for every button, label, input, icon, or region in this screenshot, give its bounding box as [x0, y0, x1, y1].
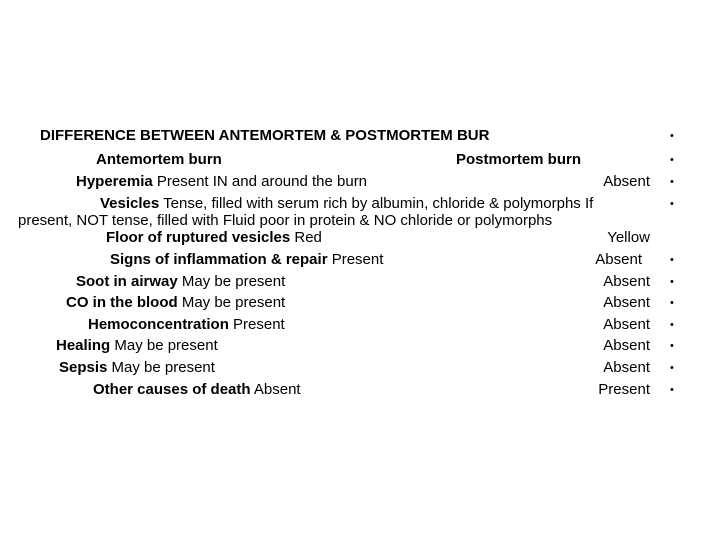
- row-vesicles-continued: present, NOT tense, filled with Fluid poor in protein & NO chloride or polymorphs: [18, 212, 553, 229]
- row-signs-of-inflammation: [110, 251, 383, 269]
- row-healing: [56, 337, 218, 355]
- row-antemortem: May be present: [177, 273, 286, 290]
- row-postmortem: Present: [598, 381, 650, 398]
- row-co-in-the-blood: [66, 294, 285, 312]
- row-label: Healing: [56, 337, 111, 354]
- row-label: Other causes of death: [93, 381, 251, 398]
- bullet-icon: •: [670, 254, 674, 266]
- row-label: Hyperemia: [76, 173, 153, 190]
- row-label: Floor of ruptured vesicles: [106, 229, 291, 246]
- row-antemortem: May be present: [110, 337, 218, 354]
- row-hyperemia: [76, 173, 367, 191]
- row-label: Signs of inflammation & repair: [110, 251, 328, 268]
- bullet-icon: •: [670, 130, 674, 142]
- row-other-causes-of-death: [93, 381, 301, 399]
- row-postmortem: Absent: [603, 359, 650, 376]
- header-antemortem: Antemortem burn: [96, 151, 222, 168]
- row-hemoconcentration: [88, 316, 285, 334]
- row-antemortem: Present: [228, 316, 285, 333]
- row-sepsis: [59, 359, 215, 377]
- row-postmortem: Absent: [595, 251, 642, 268]
- bullet-icon: •: [670, 176, 674, 188]
- row-label: Hemoconcentration: [88, 316, 229, 333]
- row-antemortem: Tense, filled with serum rich by albumin, chloride & polymorphs If: [159, 195, 594, 212]
- header-postmortem: Postmortem burn: [456, 151, 582, 168]
- bullet-icon: •: [670, 319, 674, 331]
- row-postmortem: Yellow: [607, 229, 650, 246]
- bullet-icon: •: [670, 362, 674, 374]
- row-antemortem: Absent: [250, 381, 301, 398]
- row-antemortem: May be present: [177, 294, 286, 311]
- row-label: CO in the blood: [66, 294, 178, 311]
- bullet-icon: •: [670, 198, 674, 210]
- row-postmortem: Absent: [603, 316, 650, 333]
- row-postmortem: Absent: [603, 173, 650, 190]
- row-label: Sepsis: [59, 359, 108, 376]
- row-postmortem: Absent: [603, 294, 650, 311]
- row-vesicles: [100, 195, 593, 213]
- bullet-icon: •: [670, 297, 674, 309]
- row-antemortem: Red: [290, 229, 322, 246]
- row-postmortem: Absent: [603, 337, 650, 354]
- row-soot-in-airway: [76, 273, 285, 291]
- page-title: DIFFERENCE BETWEEN ANTEMORTEM & POSTMORTEM BUR: [40, 127, 490, 144]
- row-floor-of-ruptured-vesicles: [106, 229, 322, 247]
- bullet-icon: •: [670, 384, 674, 396]
- bullet-icon: •: [670, 340, 674, 352]
- row-antemortem: May be present: [107, 359, 215, 376]
- bullet-icon: •: [670, 276, 674, 288]
- row-label: Soot in airway: [76, 273, 178, 290]
- row-antemortem: Present: [327, 251, 384, 268]
- bullet-icon: •: [670, 154, 674, 166]
- row-postmortem: Absent: [603, 273, 650, 290]
- row-antemortem: Present IN and around the burn: [152, 173, 368, 190]
- row-label: Vesicles: [100, 195, 160, 212]
